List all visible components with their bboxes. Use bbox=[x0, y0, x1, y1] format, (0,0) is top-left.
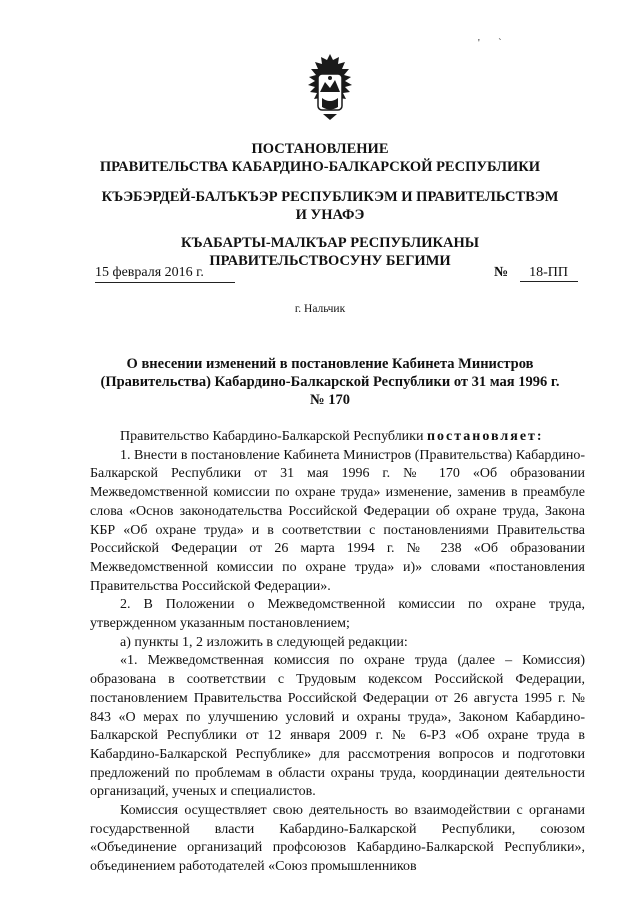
paragraph-5: Комиссия осуществляет свою деятельность во взаимодействии с органами государственной власти Кабардино-Балкарской Республики, союзом «Объединение организаций профсоюзов Кабардино-Балкарской Республики», объединением работодателей «Союз промышленников bbox=[90, 803, 585, 875]
paragraph-1: 1. Внести в постановление Кабинета Министров (Правительства) Кабардино-Балкарской Республики от 31 мая 1996 г. № 170 «Об образовании Межведомственной комиссии по охране труда» изменение, заменив в преамбуле слова «Основ законодательства Российской Федерации об охране труда, Закона КБР «Об охране труда» и в соответствии с постановлениями Правительства Российской Федерации от 26 марта 1994 г. № 238 «Об образовании Межведомственной комиссии по охране труда» и)» словами «постановления Правительства Российской Федерации». bbox=[90, 447, 585, 594]
header-line-1: ПОСТАНОВЛЕНИЕ bbox=[251, 141, 389, 157]
header-line-2: ПРАВИТЕЛЬСТВА КАБАРДИНО-БАЛКАРСКОЙ РЕСПУБЛИКИ bbox=[99, 159, 541, 175]
document-title: О внесении изменений в постановление Кабинета Министров (Правительства) Кабардино-Балкарской Республики от 31 мая 1996 г. № 170 bbox=[100, 356, 560, 408]
header-title bbox=[0, 140, 640, 176]
resolves-line bbox=[90, 428, 585, 447]
paragraph-4: «1. Межведомственная комиссия по охране труда (далее – Комиссия) образована в соответствии с Трудовым кодексом Российской Федерации, постановлением Правительства Российской Федерации от 26 августа 1995 г. № 843 «О мерах по улучшению условий и охраны труда», Законом Кабардино-Балкарской Республики от 12 января 2009 г. № 6-РЗ «Об охране труда в Кабардино-Балкарской Республике» для рассмотрения вопросов и подготовки предложений по проблемам в области охраны труда, координации деятельности организаций, ученых и специалистов. bbox=[90, 653, 585, 800]
city: г. Нальчик bbox=[294, 303, 346, 315]
coat-of-arms-emblem-icon bbox=[303, 52, 357, 122]
header-balkar: КЪАБАРТЫ-МАЛКЪАР РЕСПУБЛИКАНЫ ПРАВИТЕЛЬСТВОСУНУ БЕГИМИ bbox=[181, 235, 479, 269]
document-number bbox=[494, 265, 578, 282]
paragraph-3: а) пункты 1, 2 изложить в следующей редакции: bbox=[120, 634, 408, 650]
document-date: 15 февраля 2016 г. bbox=[95, 265, 235, 283]
header-kabardian: КЪЭБЭРДЕЙ-БАЛЪКЪЭР РЕСПУБЛИКЭМ И ПРАВИТЕЛЬСТВЭМ И УНАФЭ bbox=[101, 189, 559, 223]
corner-mark: ' ` bbox=[478, 38, 510, 49]
paragraph-2: 2. В Положении о Межведомственной комиссии по охране труда, утвержденном указанным постановлением; bbox=[90, 597, 585, 632]
resolves-keyword: постановляет: bbox=[426, 429, 544, 444]
resolves-prefix: Правительство Кабардино-Балкарской Республики bbox=[120, 429, 424, 444]
number-label: № bbox=[494, 265, 509, 280]
number-value: 18-ПП bbox=[520, 265, 578, 282]
document-body bbox=[90, 428, 585, 877]
